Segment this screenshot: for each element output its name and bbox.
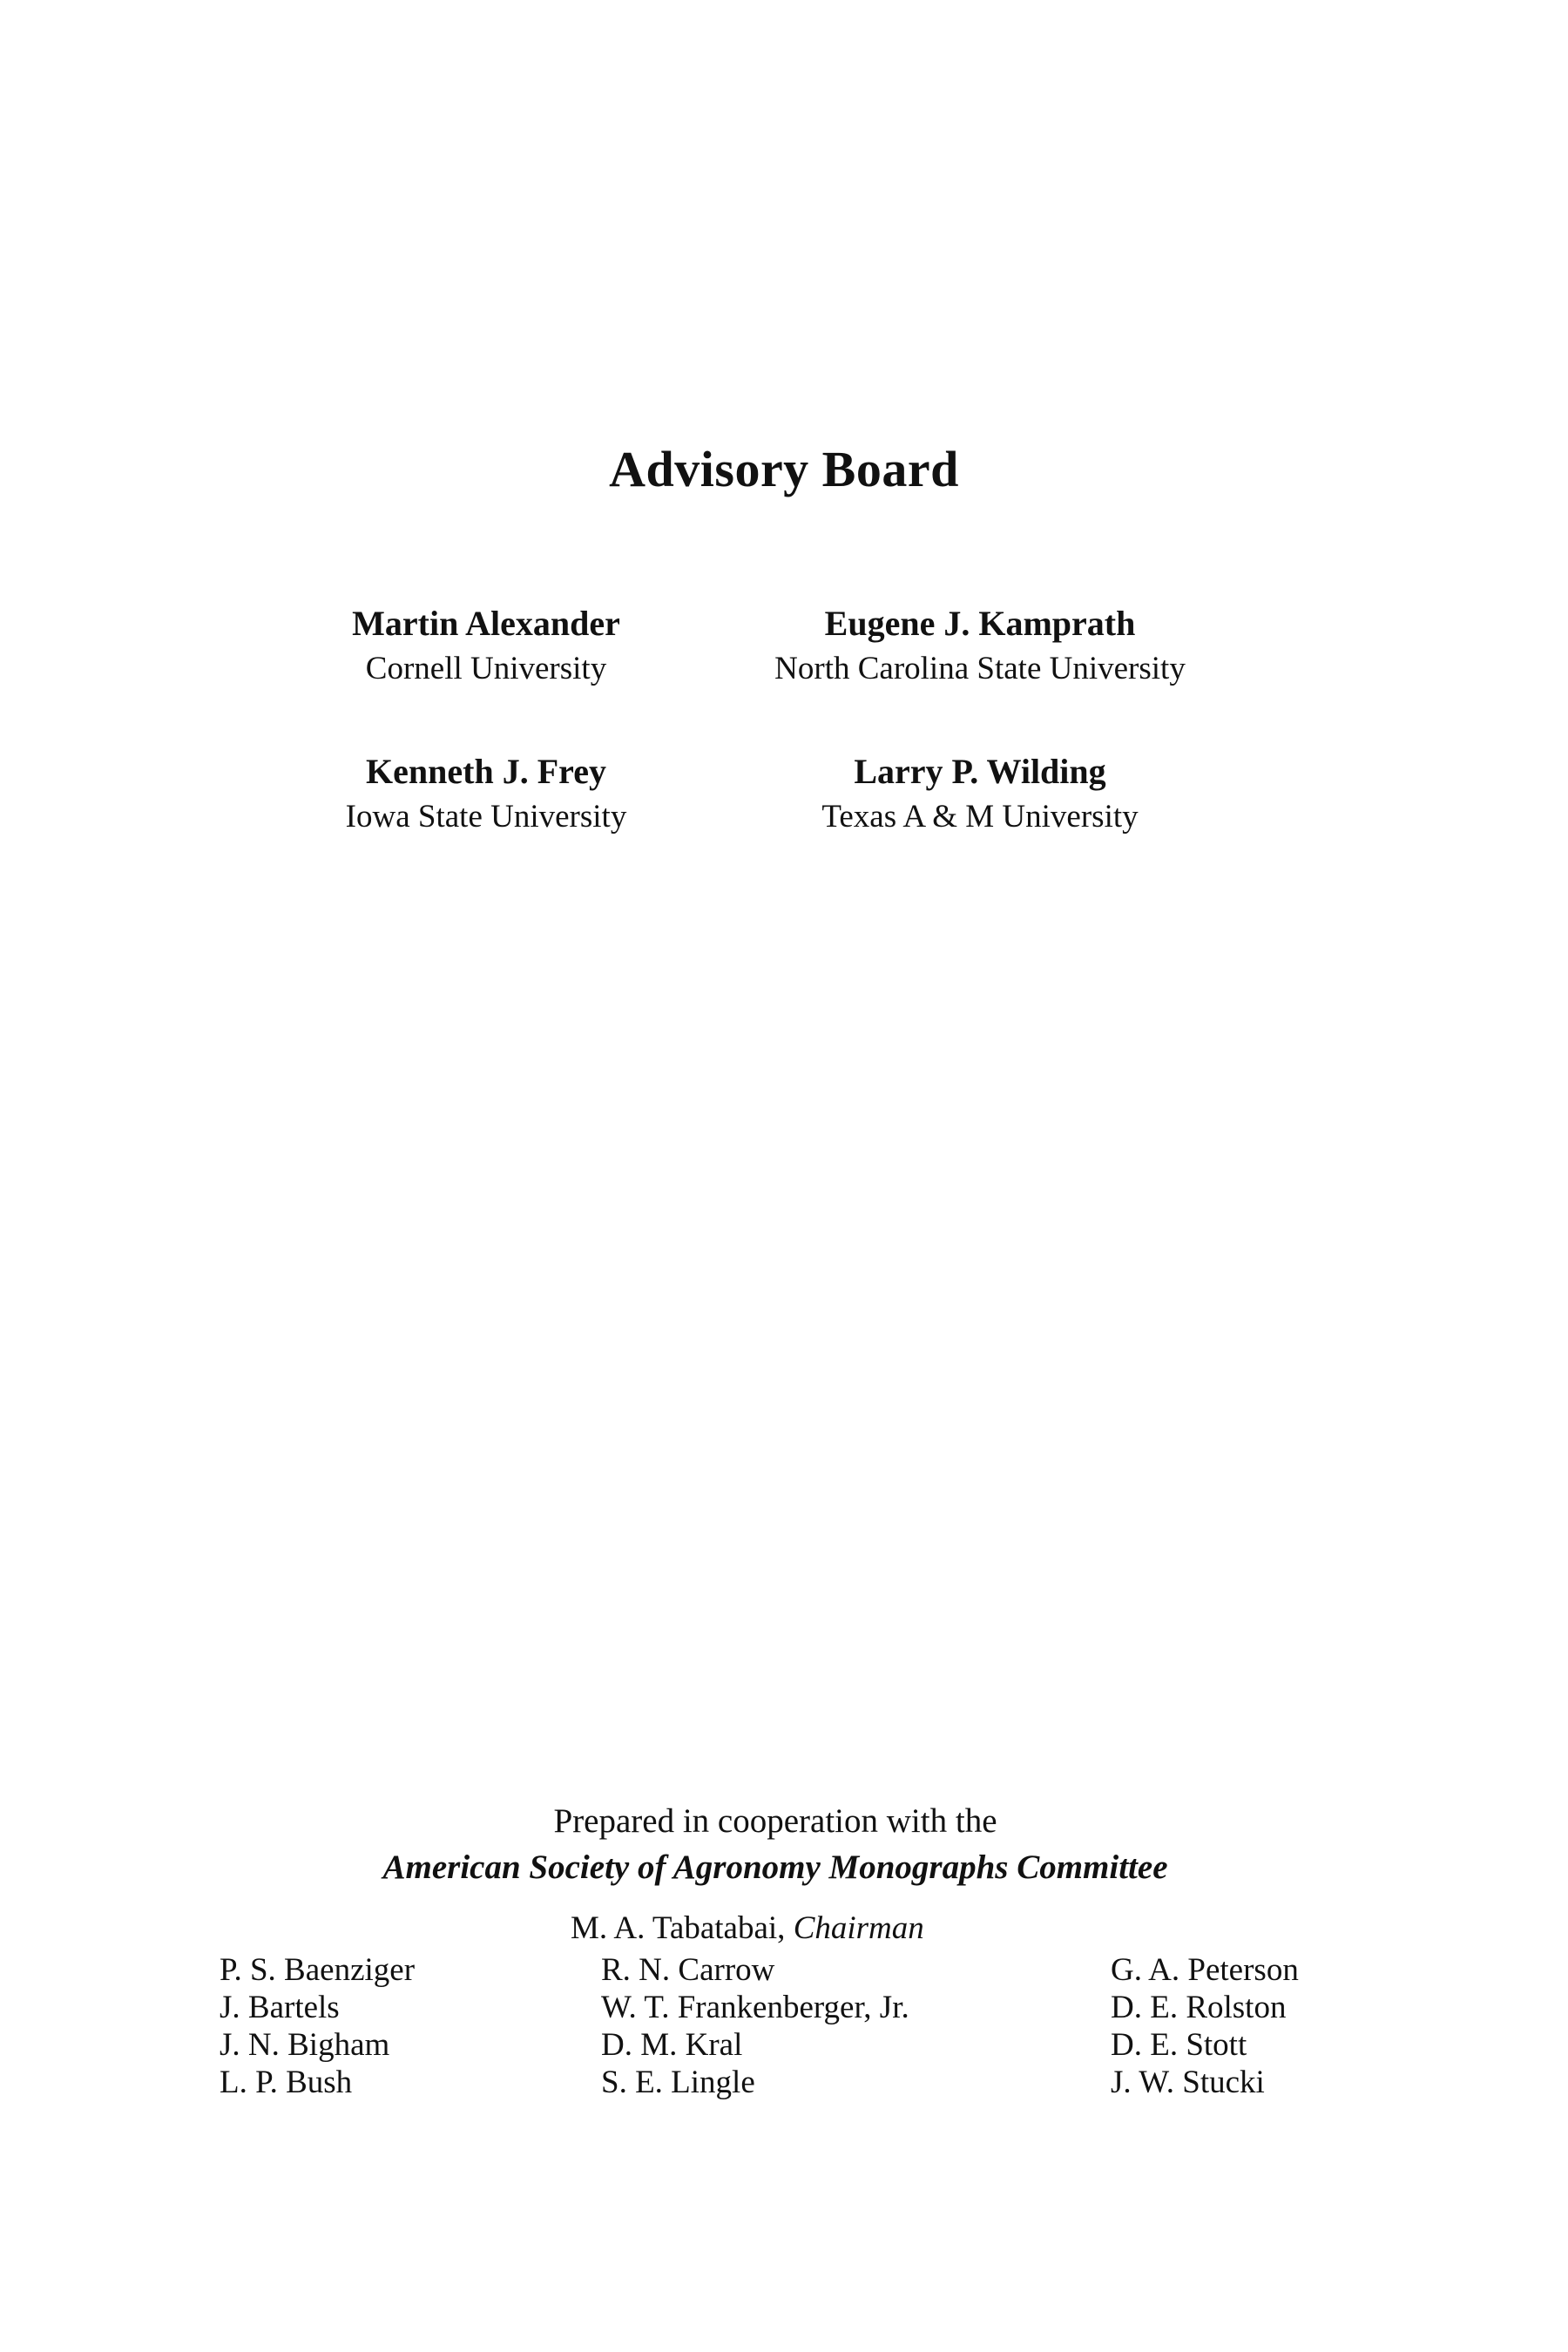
member-name: Kenneth J. Frey (366, 752, 606, 791)
member-affiliation: Texas A & M University (821, 799, 1139, 835)
committee-column-right (1111, 1951, 1299, 2101)
committee-column-middle (601, 1951, 909, 2101)
member-name: Martin Alexander (352, 604, 620, 643)
committee-member: W. T. Frankenberger, Jr. (601, 1990, 909, 2025)
committee-member: J. N. Bigham (220, 2027, 390, 2063)
chairman-role: Chairman (793, 1910, 924, 1946)
chairman-name: M. A. Tabatabai, (571, 1910, 786, 1946)
committee-member: L. P. Bush (220, 2065, 353, 2100)
member-affiliation: North Carolina State University (774, 651, 1186, 686)
committee-column-left (220, 1951, 415, 2101)
committee-member: D. E. Rolston (1111, 1990, 1287, 2025)
committee-member: D. E. Stott (1111, 2027, 1247, 2063)
committee-name: American Society of Agronomy Monographs Committee (382, 1848, 1168, 1886)
committee-member: S. E. Lingle (601, 2065, 755, 2100)
committee-member: R. N. Carrow (601, 1952, 775, 1988)
board-member (225, 749, 747, 840)
prepared-line: Prepared in cooperation with the (553, 1802, 997, 1840)
board-member (225, 601, 747, 692)
committee-chairman (571, 1908, 924, 1950)
member-name: Eugene J. Kamprath (824, 604, 1136, 643)
member-name: Larry P. Wilding (854, 752, 1106, 791)
committee-member: P. S. Baenziger (220, 1952, 416, 1988)
committee-member: G. A. Peterson (1111, 1952, 1299, 1988)
committee-member: J. Bartels (220, 1990, 340, 2025)
member-affiliation: Cornell University (365, 651, 607, 686)
committee-member: J. W. Stucki (1111, 2065, 1265, 2100)
board-member (719, 749, 1241, 840)
page-title: Advisory Board (609, 441, 959, 497)
committee-member: D. M. Kral (601, 2027, 743, 2063)
board-member (719, 601, 1241, 692)
member-affiliation: Iowa State University (345, 799, 627, 835)
